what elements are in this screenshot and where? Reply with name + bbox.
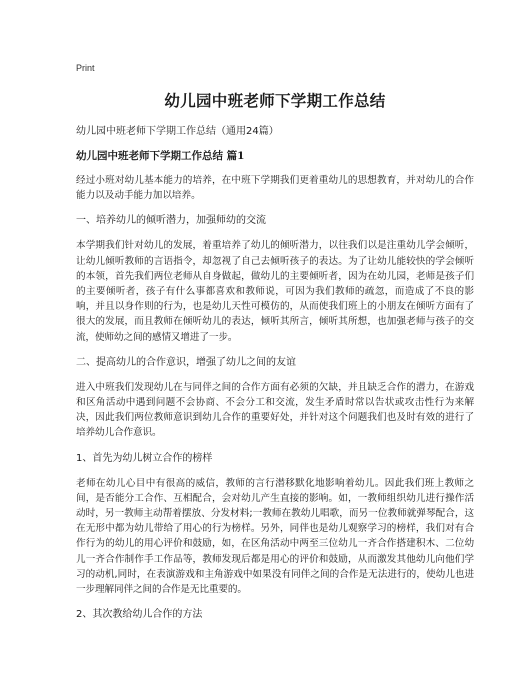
paragraph-listening: 本学期我们针对幼儿的发展，着重培养了幼儿的倾听潜力，以往我们以是注重幼儿学会倾听，让幼儿倾听教师的言语指令，却忽视了自己去倾听孩子的表达。为了让幼儿能较快的学会倾听的本领，首先我们两位老师从自身做起，做幼儿的主要倾听者，因为在幼儿园，老师是孩子们的主要倾听者，孩子有什么事都喜欢和教师说，可因为我们教师的疏忽，而造成了不良的影响，并且以身作则的行为，也是幼儿天性可模仿的，从而使我们班上的小朋友在倾听方面有了很大的发展，而且教师在倾听幼儿的表达，倾听其所言，倾听其所想，也加强老师与孩子的交流，使师幼之间的感情又增进了一步。 <box>76 240 474 343</box>
heading-listening: 一、培养幼儿的倾听潜力，加强师幼的交流 <box>76 215 266 227</box>
heading-cooperation: 二、提高幼儿的合作意识，增强了幼儿之间的友谊 <box>76 356 296 368</box>
print-label[interactable]: Print <box>76 63 95 73</box>
paragraph-role-model: 老师在幼儿心目中有很高的威信，教师的言行潜移默化地影响着幼儿。因此我们班上教师之间，是否能分工合作、互相配合，会对幼儿产生直接的影响。如，一教师组织幼儿进行操作活动时，另一教师主动帮着摆放、分发材料;一教师在教幼儿唱歌，而另一位教师就弹琴配合，这在无形中都为幼儿带给了用心的行为榜样。另外，同伴也是幼儿观察学习的榜样，我们对有合作行为的幼儿的用心评价和鼓励，如，在区角活动中两至三位幼儿一齐合作搭建积木、二位幼儿一齐合作制作手工作品等，教师发现后都是用心的评价和鼓励，从而激发其他幼儿向他们学习的动机,同时，在表演游戏和主角游戏中如果没有同伴之间的合作是无法进行的，使幼儿也进一步理解同伴之间的合作是无比重要的。 <box>76 477 474 596</box>
document-subtitle: 幼儿园中班老师下学期工作总结（通用24篇） <box>76 126 279 137</box>
section-heading: 幼儿园中班老师下学期工作总结 篇1 <box>76 150 245 162</box>
heading-methods: 2、其次教给幼儿合作的方法 <box>76 609 203 621</box>
intro-paragraph: 经过小班对幼儿基本能力的培养，在中班下学期我们更着重幼儿的思想教育，并对幼儿的合作能力以及动手能力加以培养。 <box>76 175 474 202</box>
paragraph-cooperation: 进入中班我们发现幼儿在与同伴之间的合作方面有必须的欠缺，并且缺乏合作的潜力，在游戏和区角活动中遇到问题不会协商、不会分工和交流，发生矛盾时常以告状或攻击性行为来解决，因此我们两位教师意识到幼儿合作的重要好处，并针对这个问题我们也及时有效的进行了培养幼儿合作意识。 <box>76 381 474 439</box>
heading-role-model: 1、首先为幼儿树立合作的榜样 <box>76 452 213 464</box>
document-page <box>76 62 474 632</box>
document-title: 幼儿园中班老师下学期工作总结 <box>164 92 386 110</box>
